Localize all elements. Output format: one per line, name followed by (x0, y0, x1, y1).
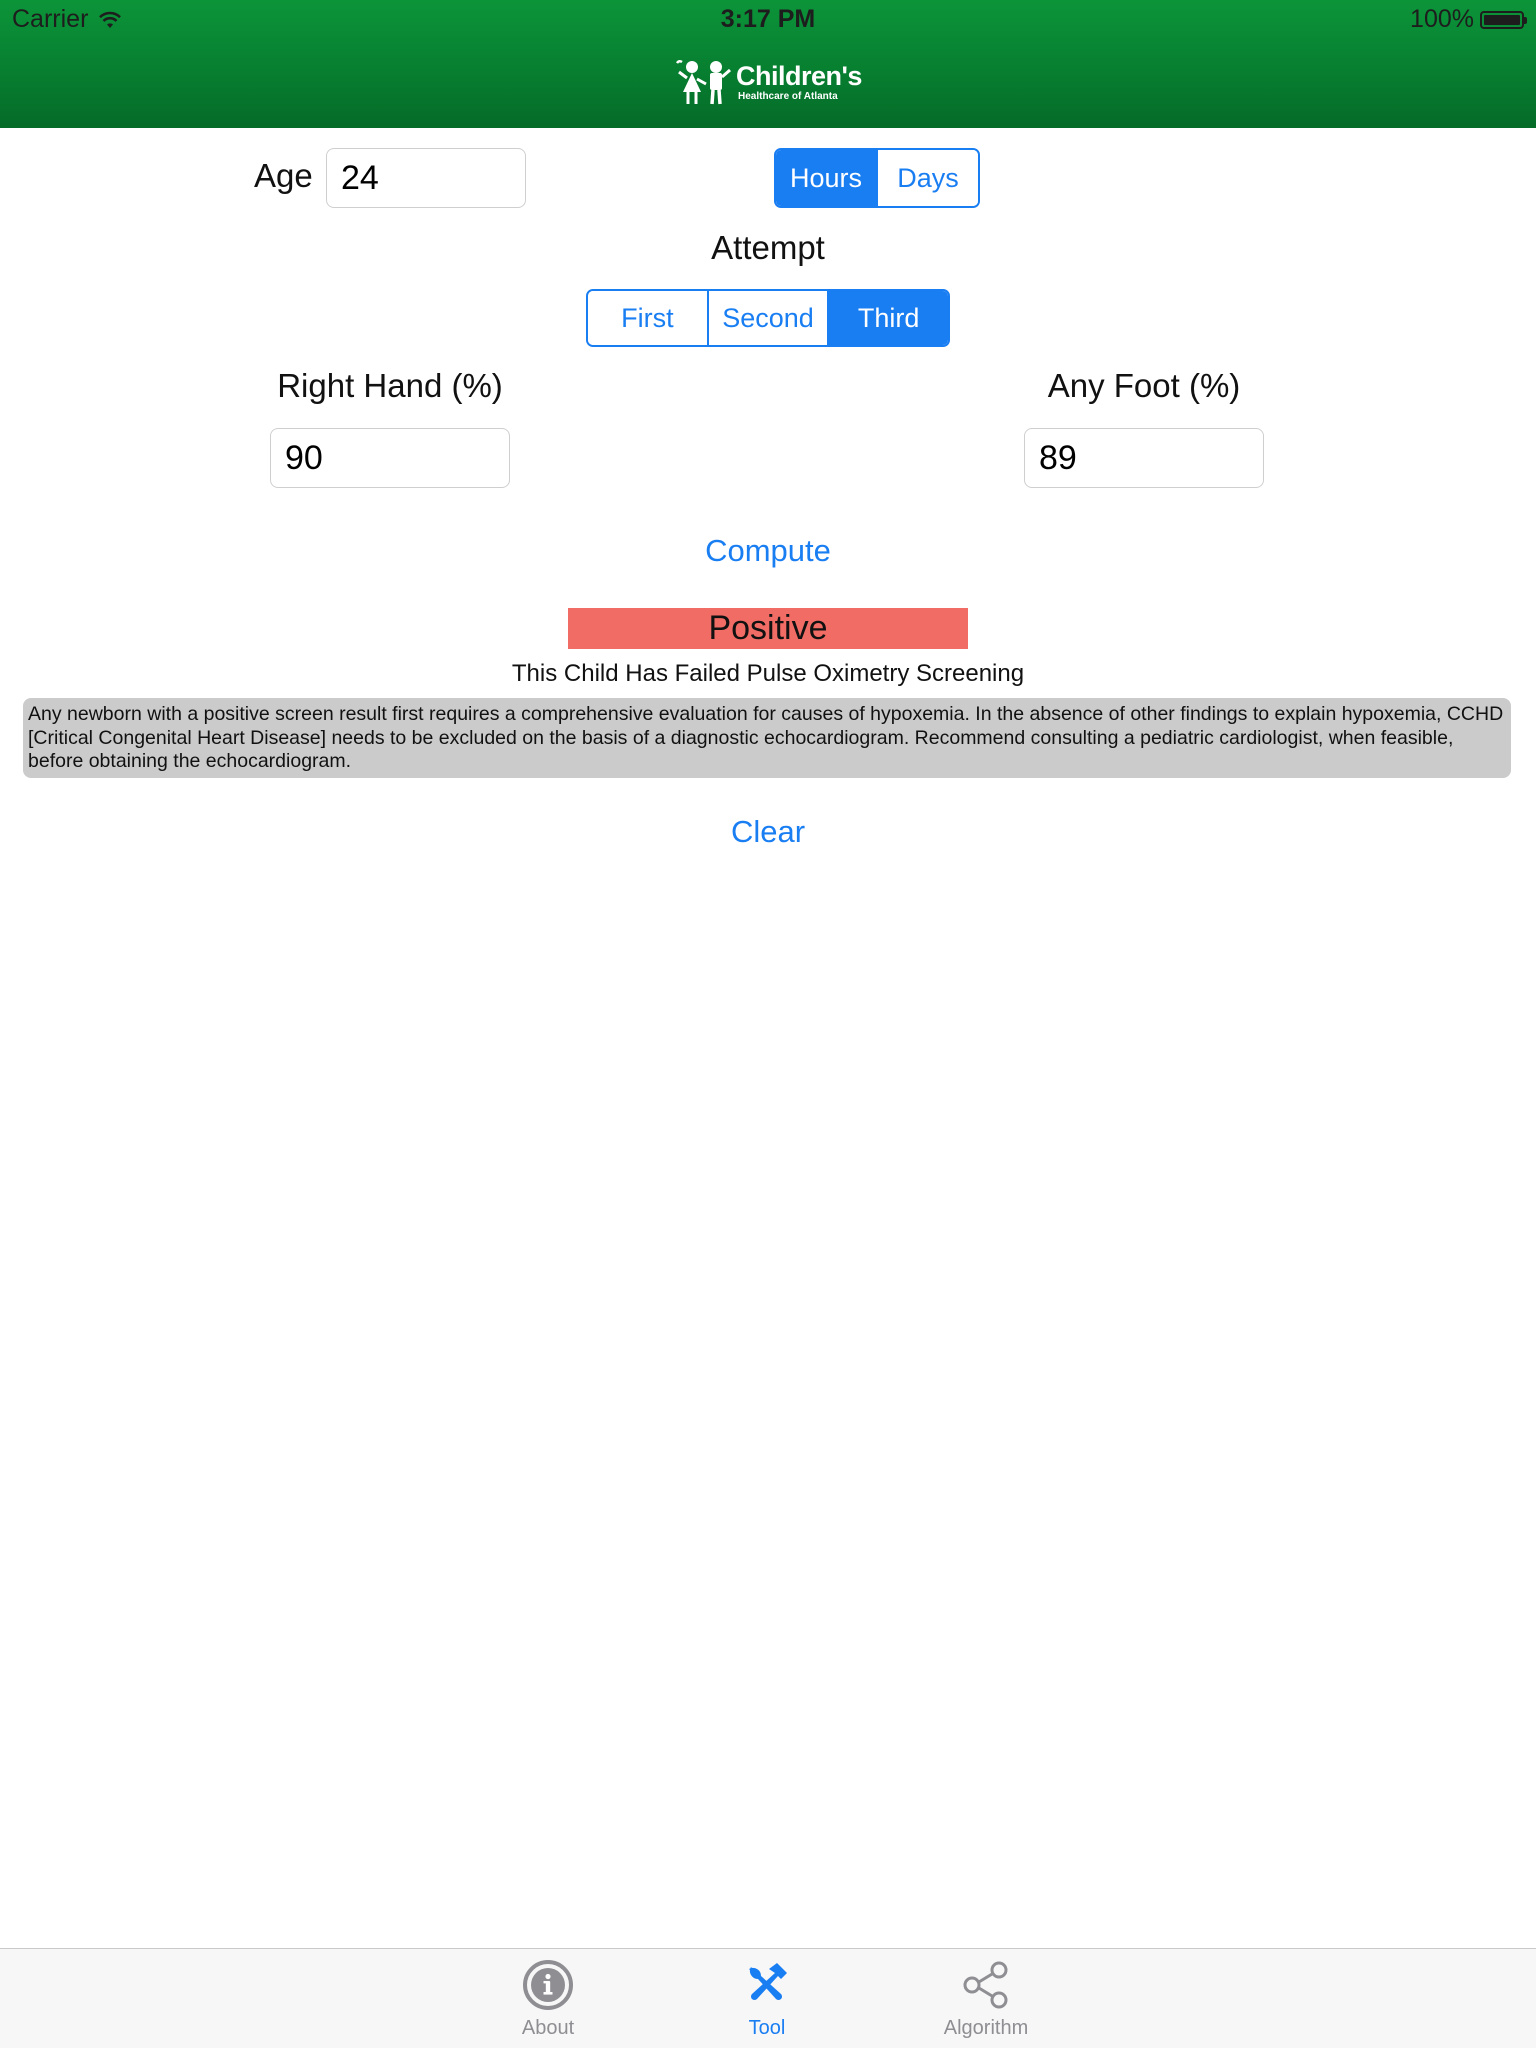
age-input[interactable]: 24 (326, 148, 526, 208)
result-subtitle: This Child Has Failed Pulse Oximetry Screening (511, 660, 1025, 687)
tab-tool[interactable] (687, 1959, 847, 2040)
any-foot-input[interactable]: 89 (1024, 428, 1264, 488)
compute-button[interactable]: Compute (705, 533, 831, 568)
any-foot-label: Any Foot (%) (1047, 367, 1241, 404)
carrier-label: Carrier (12, 5, 89, 33)
age-label: Age (254, 157, 313, 194)
tools-icon (741, 1959, 793, 2011)
attempt-label: Attempt (711, 229, 825, 266)
right-hand-label: Right Hand (%) (277, 367, 503, 404)
battery-icon (1480, 11, 1524, 29)
logo-name: Children's (736, 60, 862, 91)
tab-about-label: About (521, 2017, 575, 2039)
status-battery (1410, 5, 1524, 34)
app-header (0, 0, 1536, 128)
attempt-segmented-control (586, 289, 950, 347)
status-time: 3:17 PM (720, 5, 816, 33)
children-figures-icon (676, 58, 732, 106)
battery-percent: 100% (1410, 5, 1474, 33)
tab-algorithm[interactable] (906, 1959, 1066, 2040)
childrens-logo (676, 58, 862, 106)
segment-third[interactable]: Third (827, 291, 948, 345)
segment-hours[interactable]: Hours (776, 150, 876, 206)
segment-days[interactable]: Days (876, 150, 978, 206)
clear-button[interactable]: Clear (730, 814, 806, 849)
tab-about[interactable] (468, 1959, 628, 2040)
age-unit-segmented-control (774, 148, 980, 208)
tab-bar (0, 1948, 1536, 2048)
segment-second[interactable]: Second (707, 291, 828, 345)
result-status-badge: Positive (568, 608, 968, 649)
logo-subtitle: Healthcare of Atlanta (738, 90, 838, 102)
tab-algorithm-label: Algorithm (943, 2017, 1029, 2039)
tab-tool-label: Tool (748, 2017, 786, 2039)
info-icon (522, 1959, 574, 2011)
segment-first[interactable]: First (588, 291, 707, 345)
result-explanation: Any newborn with a positive screen result first requires a comprehensive evaluation for causes of hypoxemia. In the absence of other findings to explain hypoxemia, CCHD [Critical Congenital Heart Disease] needs to be excluded on the basis of a diagnostic echocardiogram. Recommend consulting a pediatric cardiologist, when feasible, before obtaining the echocardiogram. (23, 698, 1511, 778)
share-icon (960, 1959, 1012, 2011)
right-hand-input[interactable]: 90 (270, 428, 510, 488)
